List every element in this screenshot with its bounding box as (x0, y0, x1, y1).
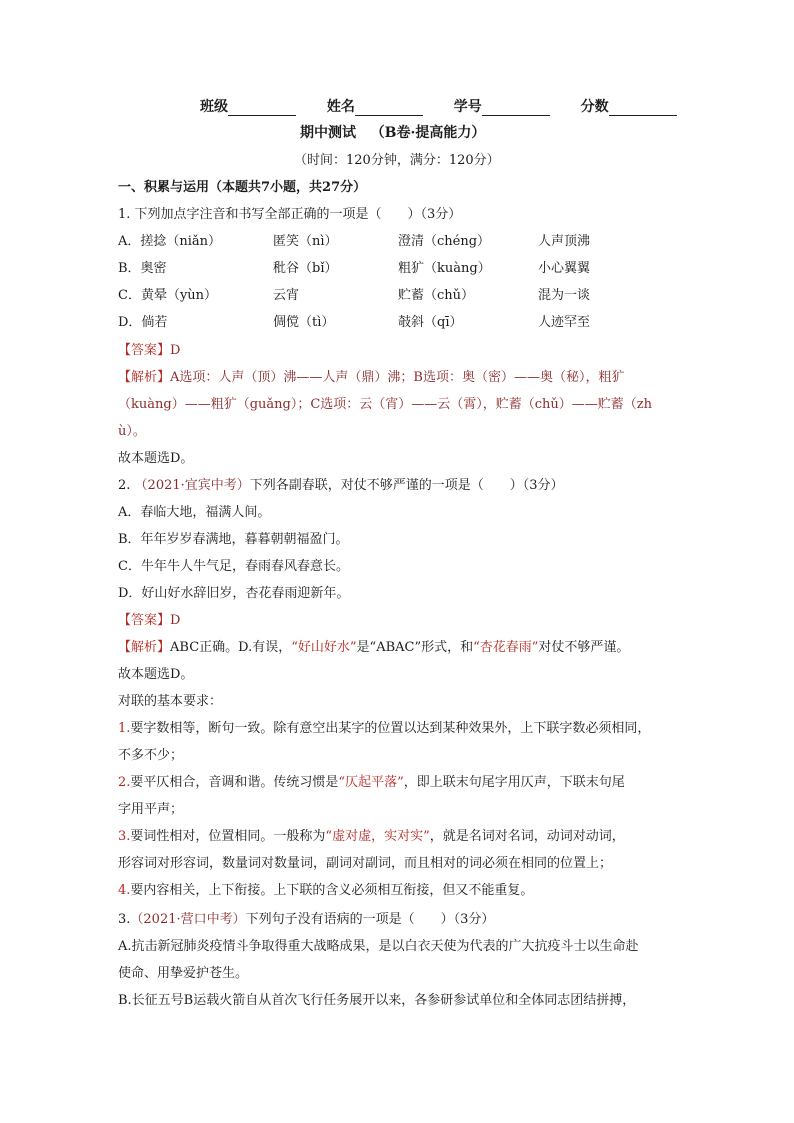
exam-title-text: 期中测试 (300, 125, 356, 141)
q2-stem-text: 下列各副春联，对仗不够严谨的一项是（ ）（3分） (249, 478, 564, 493)
id-label: 学号 (453, 99, 482, 115)
requirement-1-text-1: 要字数相等，断句一致。除有意空出某字的位置以达到某种效果外，上下联字数必须相同， (130, 721, 651, 736)
q1-option-d-1: D．倘若 (118, 315, 168, 330)
exam-subtitle: （B卷·提高能力） (370, 125, 486, 141)
q2-conclusion: 故本题选D。 (118, 667, 194, 682)
q2-analysis-text-b: 是“ABAC”形式，和 (356, 640, 474, 655)
class-field (200, 96, 296, 116)
section-1-title: 一、积累与运用（本题共7小题，共27分） (118, 180, 367, 195)
q1-conclusion: 故本题选D。 (118, 451, 194, 466)
q1-analysis-line-1 (118, 369, 624, 387)
requirement-2-number: 2. (118, 775, 131, 790)
requirement-2-quote: “仄起平落” (338, 775, 404, 790)
q1-option-b-3: 粗犷（kuàng） (398, 261, 491, 276)
student-info-row (200, 96, 677, 116)
score-blank[interactable] (609, 101, 677, 116)
requirement-2-line-2: 字用平声； (118, 802, 184, 817)
q1-stem: 1. 下列加点字注音和书写全部正确的一项是（ ）（3分） (118, 207, 462, 222)
q1-analysis-line-2: （kuàng）——粗犷（guǎng）；C选项：云（宵）——云（霄），贮蓄（chǔ）——贮蓄（zh (118, 397, 653, 412)
q1-answer-value: D (170, 343, 181, 358)
q1-option-a-1: A．搓捻（niǎn） (118, 234, 222, 249)
q2-analysis-text-a: ABC正确。D.有误， (170, 640, 292, 655)
q3-number: 3. (118, 912, 131, 927)
q2-analysis (118, 639, 629, 657)
q1-option-d-4: 人迹罕至 (538, 315, 591, 330)
requirement-4-text: 要内容相关，上下衔接。上下联的含义必须相互衔接，但又不能重复。 (130, 883, 534, 898)
id-field (454, 96, 550, 116)
requirement-4-number: 4. (118, 883, 131, 898)
id-blank[interactable] (482, 101, 550, 116)
name-field (327, 96, 423, 116)
q1-option-a-4: 人声顶沸 (538, 234, 591, 249)
requirement-1-line-1 (118, 720, 650, 738)
q3-stem-text: 下列句子没有语病的一项是（ ）（3分） (245, 912, 495, 927)
q3-source: （2021·营口中考） (130, 912, 246, 927)
score-label: 分数 (580, 99, 609, 115)
requirement-3-line-2: 形容词对形容词，数量词对数量词，副词对副词，而且相对的词必须在相同的位置上； (118, 856, 613, 871)
q1-option-c-3: 贮蓄（chǔ） (398, 288, 475, 303)
q1-option-b-4: 小心翼翼 (538, 261, 591, 276)
q2-answer-value: D (170, 613, 181, 628)
score-field (581, 96, 677, 116)
q1-option-d-3: 攲斜（qī） (398, 315, 463, 330)
q2-option-a: A．春临大地，福满人间。 (118, 505, 271, 520)
requirement-3-line-1 (118, 828, 625, 846)
requirement-2-text-b: ，即上联末句尾字用仄声，下联末句尾 (403, 775, 625, 790)
q1-option-c-1: C．黄晕（yùn） (118, 288, 218, 303)
q1-option-d-2: 倜傥（tì） (273, 315, 335, 330)
q2-source: （2021·宜宾中考） (134, 478, 250, 493)
q2-answer (118, 612, 180, 630)
q2-analysis-quote-2: “杏花春雨” (473, 640, 539, 655)
q2-stem (118, 477, 564, 495)
q1-option-c-2: 云宵 (273, 288, 300, 303)
q1-option-c-4: 混为一谈 (538, 288, 591, 303)
q1-option-a-3: 澄清（chéng） (398, 234, 491, 249)
exam-title (300, 124, 485, 142)
name-label: 姓名 (326, 99, 355, 115)
q1-analysis-line-3: ù）。 (118, 424, 146, 439)
q3-option-b-line-1: B.长征五号B运载火箭自从首次飞行任务展开以来，各参研参试单位和全体同志团结拼搏， (118, 993, 636, 1008)
requirement-1-line-2: 不多不少； (118, 748, 184, 763)
q1-answer-tag: 【答案】 (118, 343, 171, 358)
requirement-3-number: 3. (118, 829, 131, 844)
exam-time: （时间：120分钟，满分：120分） (294, 153, 500, 168)
q1-analysis-tag: 【解析】 (118, 370, 171, 385)
q2-analysis-quote-1: “好山好水” (291, 640, 357, 655)
name-blank[interactable] (355, 101, 423, 116)
q2-option-c: C．牛年牛人牛气足，春雨春风春意长。 (118, 559, 349, 574)
requirement-2-line-1 (118, 774, 625, 792)
class-blank[interactable] (228, 101, 296, 116)
class-label: 班级 (200, 99, 228, 115)
q3-option-a-line-2: 使命、用挚爱护苍生。 (118, 966, 249, 981)
q1-option-a-2: 匿笑（nì） (273, 234, 338, 249)
requirement-3-quote: “虚对虚，实对实” (325, 829, 430, 844)
couplet-requirements-title: 对联的基本要求： (118, 694, 223, 709)
requirement-1-number: 1. (118, 721, 131, 736)
q1-option-b-2: 秕谷（bǐ） (273, 261, 338, 276)
requirement-2-text-a: 要平仄相合，音调和谐。传统习惯是 (130, 775, 339, 790)
q3-option-a-line-1: A.抗击新冠肺炎疫情斗争取得重大战略成果，是以白衣天使为代表的广大抗疫斗士以生命赴 (118, 939, 639, 954)
q2-option-d: D．好山好水辞旧岁，杏花春雨迎新年。 (118, 586, 350, 601)
q2-number: 2. (118, 478, 131, 493)
requirement-3-text-a: 要词性相对，位置相同。一般称为 (130, 829, 326, 844)
q2-option-b: B．年年岁岁春满地，暮暮朝朝福盈门。 (118, 532, 349, 547)
q2-answer-tag: 【答案】 (118, 613, 171, 628)
q1-analysis-text-1: A选项：人声（顶）沸——人声（鼎）沸；B选项：奥（密）——奥（秘），粗犷 (170, 370, 625, 385)
q1-option-b-1: B．奥密 (118, 261, 167, 276)
requirement-4 (118, 882, 533, 900)
q3-stem (118, 911, 494, 929)
requirement-3-text-b: ，就是名词对名词，动词对动词， (429, 829, 625, 844)
q2-analysis-tag: 【解析】 (118, 640, 171, 655)
q1-answer (118, 342, 180, 360)
q2-analysis-text-c: 对仗不够严谨。 (538, 640, 630, 655)
